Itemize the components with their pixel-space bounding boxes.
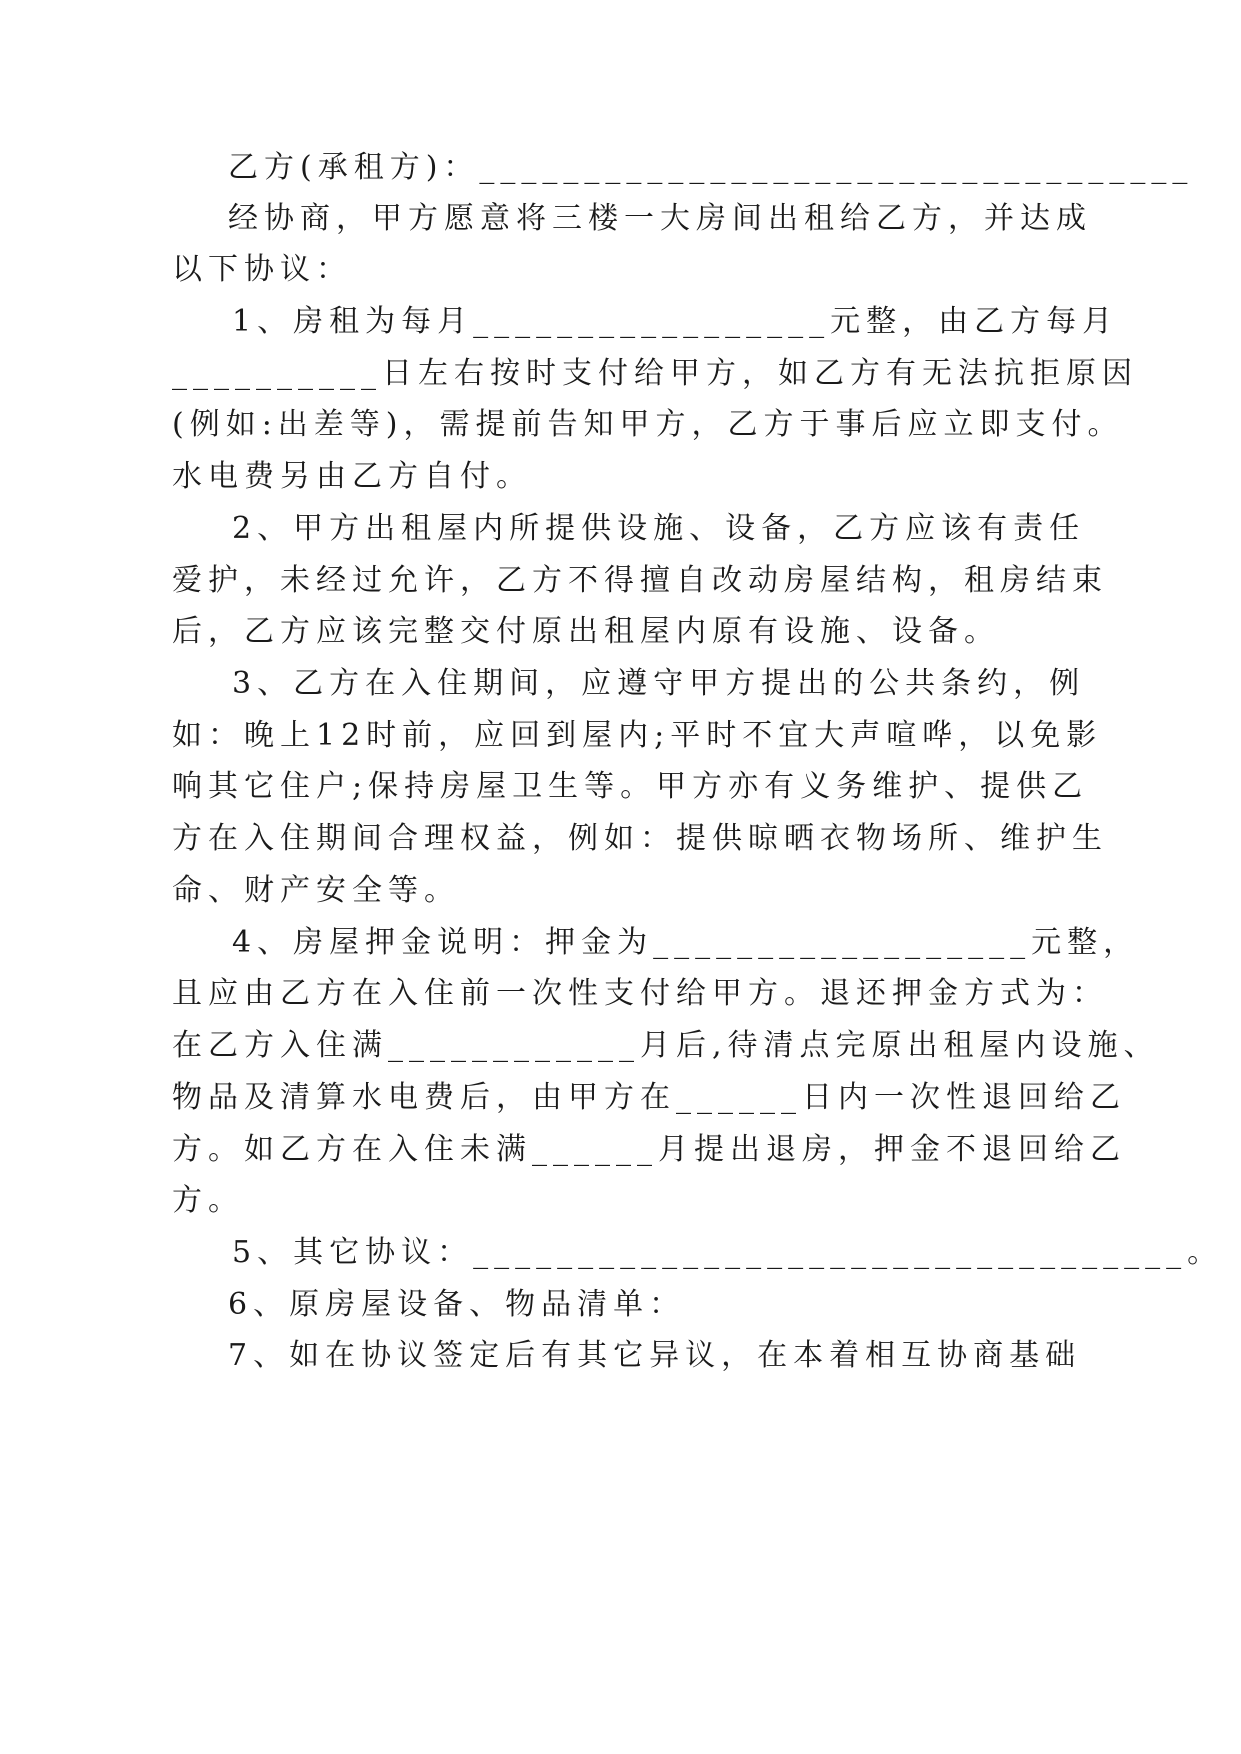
text-line: 如：晚上12时前，应回到屋内;平时不宜大声喧哗，以免影 — [172, 718, 1103, 753]
text-line: 命、财产安全等。 — [172, 873, 460, 908]
text-line: __________日左右按时支付给甲方，如乙方有无法抗拒原因 — [172, 356, 1138, 391]
text-line: 6、原房屋设备、物品清单： — [228, 1287, 686, 1322]
text-line: 2、甲方出租屋内所提供设施、设备，乙方应该有责任 — [232, 511, 1086, 546]
text-line: 响其它住户;保持房屋卫生等。甲方亦有义务维护、提供乙 — [172, 769, 1089, 804]
text-line: 爱护，未经过允许，乙方不得擅自改动房屋结构，租房结束 — [172, 563, 1108, 598]
text-line: 经协商，甲方愿意将三楼一大房间出租给乙方，并达成 — [228, 201, 1092, 236]
text-line: 7、如在协议签定后有其它异议，在本着相互协商基础 — [228, 1338, 1082, 1373]
text-line: 后，乙方应该完整交付原出租屋内原有设施、设备。 — [172, 614, 1000, 649]
text-line: 1、房租为每月_________________元整，由乙方每月 — [232, 304, 1119, 339]
text-line: 乙方(承租方)：__________________________________ — [228, 150, 1194, 185]
text-line: 5、其它协议：__________________________________。 — [232, 1235, 1224, 1270]
text-line: 且应由乙方在入住前一次性支付给甲方。退还押金方式为： — [172, 976, 1108, 1011]
text-line: (例如:出差等)，需提前告知甲方，乙方于事后应立即支付。 — [172, 407, 1124, 442]
text-line: 方。如乙方在入住未满______月提出退房，押金不退回给乙 — [172, 1132, 1126, 1167]
text-line: 物品及清算水电费后，由甲方在______日内一次性退回给乙 — [172, 1080, 1126, 1115]
text-line: 方。 — [172, 1183, 244, 1218]
text-line: 水电费另由乙方自付。 — [172, 459, 532, 494]
text-line: 以下协议： — [172, 252, 352, 287]
text-line: 3、乙方在入住期间，应遵守甲方提出的公共条约，例 — [232, 666, 1086, 701]
text-line: 4、房屋押金说明：押金为__________________元整， — [232, 925, 1140, 960]
text-line: 在乙方入住满____________月后,待清点完原出租屋内设施、 — [172, 1028, 1160, 1063]
text-line: 方在入住期间合理权益，例如：提供晾晒衣物场所、维护生 — [172, 821, 1108, 856]
